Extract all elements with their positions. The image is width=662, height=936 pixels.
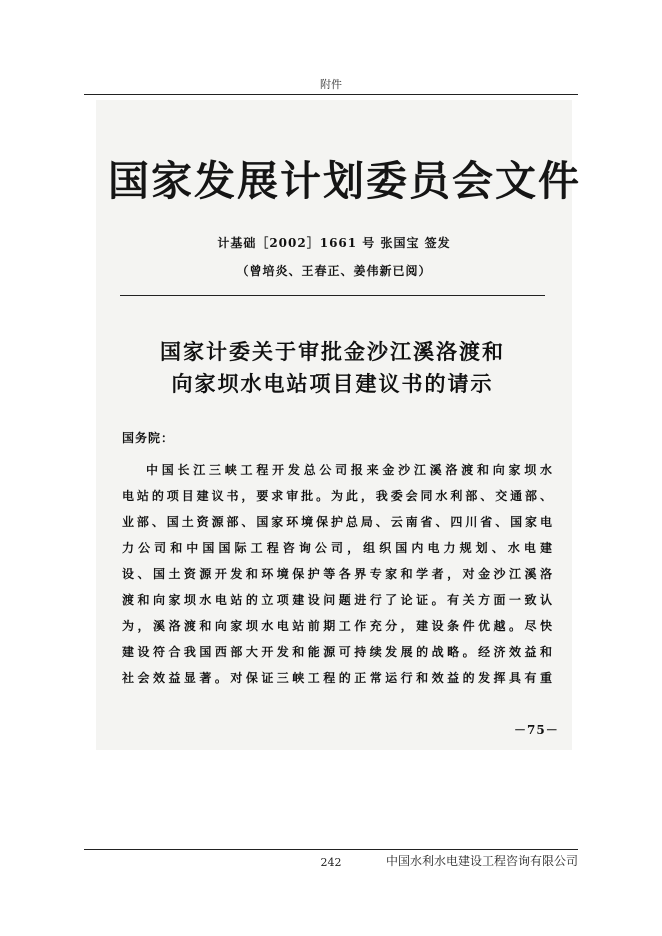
page-number: 242	[320, 856, 342, 869]
company-name: 中国水利水电建设工程咨询有限公司	[386, 854, 579, 868]
body-line: 业部、国土资源部、国家环境保护总局、云南省、四川省、国家电	[122, 515, 552, 529]
body-line: 建设符合我国西部大开发和能源可持续发展的战略。经济效益和	[122, 645, 552, 659]
page-header-label: 附件	[320, 78, 342, 91]
footer-divider	[84, 849, 578, 850]
body-line: 社会效益显著。对保证三峡工程的正常运行和效益的发挥具有重	[122, 671, 552, 685]
issuance-line: 计基础［2002］1661 号 张国宝 签发	[217, 236, 451, 250]
document-divider	[120, 295, 545, 296]
body-line: 中国长江三峡工程开发总公司报来金沙江溪洛渡和向家坝水	[146, 463, 552, 477]
subject-title-line-2: 向家坝水电站项目建议书的请示	[171, 372, 494, 396]
subject-title-line-1: 国家计委关于审批金沙江溪洛渡和	[160, 340, 505, 364]
header-divider	[84, 94, 578, 95]
document-title: 国家发展计划委员会文件	[108, 157, 581, 205]
body-line: 力公司和中国国际工程咨询公司，组织国内电力规划、水电建	[122, 541, 552, 555]
reviewed-by-line: （曾培炎、王春正、姜伟新已阅）	[236, 264, 432, 278]
body-line: 为，溪洛渡和向家坝水电站前期工作充分，建设条件优越。尽快	[122, 619, 552, 633]
scan-page-number: －75－	[514, 723, 559, 737]
addressee: 国务院：	[122, 431, 175, 445]
body-line: 渡和向家坝水电站的立项建设问题进行了论证。有关方面一致认	[122, 593, 552, 607]
body-line: 电站的项目建议书，要求审批。为此，我委会同水利部、交通部、	[122, 489, 552, 503]
body-text	[122, 457, 552, 691]
body-line: 设、国土资源开发和环境保护等各界专家和学者，对金沙江溪洛	[122, 567, 552, 581]
